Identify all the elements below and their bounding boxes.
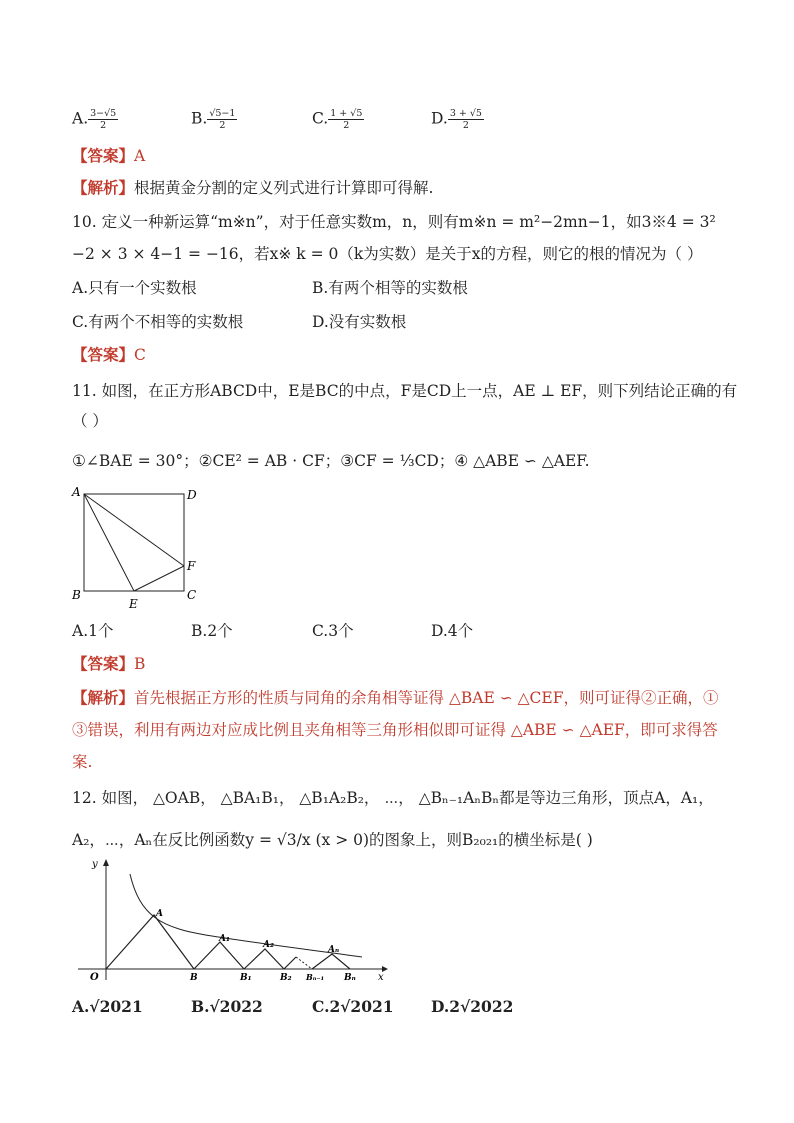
segment-b2 (284, 957, 296, 969)
q11-option-d[interactable]: D.4个 (431, 622, 474, 640)
label-y: y (92, 859, 98, 870)
label-o: O (90, 972, 99, 983)
triangle-ba1b1 (194, 942, 244, 969)
q12-graph-figure (72, 856, 392, 984)
q11-option-b[interactable]: B.2个 (191, 622, 233, 640)
square-abcd (84, 494, 184, 591)
q10-stem-line2: −2 × 3 × 4−1 = −16，若x※ k = 0（k为实数）是关于x的方程，则它的根的情况为（ ） (72, 245, 703, 263)
q9-option-a[interactable]: A. $\frac{3-√5}{2}$ (72, 108, 117, 131)
label-a: A (156, 909, 163, 919)
label-e: E (129, 597, 138, 611)
fraction: $\frac{3 + √5}{2}$ (449, 108, 482, 131)
q9-option-c[interactable]: C. $\frac{1 + √5}{2}$ (312, 108, 363, 131)
q12-stem-line1: 12. 如图， △OAB， △BA₁B₁， △B₁A₂B₂， ⋯， △Bₙ₋₁AₙBₙ都是等边三角形，顶点A，A₁， (72, 789, 714, 807)
segment-ae (84, 494, 134, 591)
label-b: B (72, 588, 81, 602)
label-a: A (72, 485, 81, 499)
q11-analysis-line3: 案. (72, 753, 93, 771)
q10-option-a[interactable]: A.只有一个实数根 (72, 279, 197, 297)
label-b2: B₂ (280, 973, 292, 983)
label-an: Aₙ (328, 945, 340, 955)
label-a1: A₁ (219, 934, 230, 944)
triangle-oab (106, 915, 194, 969)
q10-option-c[interactable]: C.有两个不相等的实数根 (72, 313, 244, 331)
q11-square-figure (68, 484, 208, 612)
fraction: $\frac{3-√5}{2}$ (90, 108, 117, 131)
q11-option-c[interactable]: C.3个 (312, 622, 354, 640)
q11-analysis-line1: 【解析】首先根据正方形的性质与同角的余角相等证得 △BAE ∽ △CEF，则可证得②正确，① (72, 688, 719, 707)
label-bn: Bₙ (344, 973, 356, 983)
label-bn1: Bₙ₋₁ (306, 972, 325, 982)
label-x: x (378, 972, 384, 983)
q11-stem-line1: 11. 如图，在正方形ABCD中，E是BC的中点，F是CD上一点，AE ⊥ EF，则下列结论正确的有 (72, 382, 738, 400)
fraction: $\frac{√5-1}{2}$ (209, 108, 236, 131)
q10-option-b[interactable]: B.有两个相等的实数根 (312, 279, 468, 297)
y-axis-arrow-icon (103, 859, 109, 866)
q12-stem-line2: A₂，⋯，Aₙ在反比例函数y = √3/x (x > 0)的图象上，则B₂₀₂₁的横坐标是( ) (72, 831, 593, 849)
q11-statements: ①∠BAE = 30°；②CE² = AB · CF；③CF = ⅓CD；④ △ABE ∽ △AEF. (72, 452, 590, 470)
label-b1: B₁ (240, 973, 252, 983)
label-f: F (187, 559, 196, 573)
q10-option-d[interactable]: D.没有实数根 (312, 313, 407, 331)
q11-answer: 【答案】B (72, 654, 146, 673)
label-d: D (187, 488, 197, 502)
q9-answer: 【答案】A (72, 146, 146, 165)
q9-option-b[interactable]: B. $\frac{√5-1}{2}$ (191, 108, 236, 131)
label-b: B (190, 973, 198, 983)
fraction: $\frac{1 + √5}{2}$ (330, 108, 363, 131)
q10-answer: 【答案】C (72, 345, 146, 364)
label-c: C (187, 588, 197, 602)
q10-stem-line1: 10. 定义一种新运算“m※n”，对于任意实数m，n，则有m※n = m²−2mn−1，如3※4 = 3² (72, 213, 716, 231)
q9-analysis: 【解析】根据黄金分割的定义列式进行计算即可得解. (72, 178, 434, 197)
dotted-segment (296, 957, 312, 969)
q9-option-d[interactable]: D. $\frac{3 + √5}{2}$ (431, 108, 482, 131)
q12-option-a[interactable]: A.√2021 (72, 997, 143, 1016)
q11-analysis-line2: ③错误，利用有两边对应成比例且夹角相等三角形相似即可证得 △ABE ∽ △AEF，即可求得答 (72, 721, 718, 739)
triangle-b1a2b2 (244, 949, 284, 969)
triangle-bn (312, 954, 350, 969)
q12-option-b[interactable]: B.√2022 (191, 997, 263, 1016)
q11-option-a[interactable]: A.1个 (72, 622, 114, 640)
q12-option-d[interactable]: D.2√2022 (431, 997, 514, 1016)
label-a2: A₂ (263, 940, 274, 950)
segment-ef (134, 566, 184, 591)
q11-stem-line2: （ ） (72, 412, 108, 430)
q12-option-c[interactable]: C.2√2021 (312, 997, 394, 1016)
segment-af (84, 494, 184, 566)
